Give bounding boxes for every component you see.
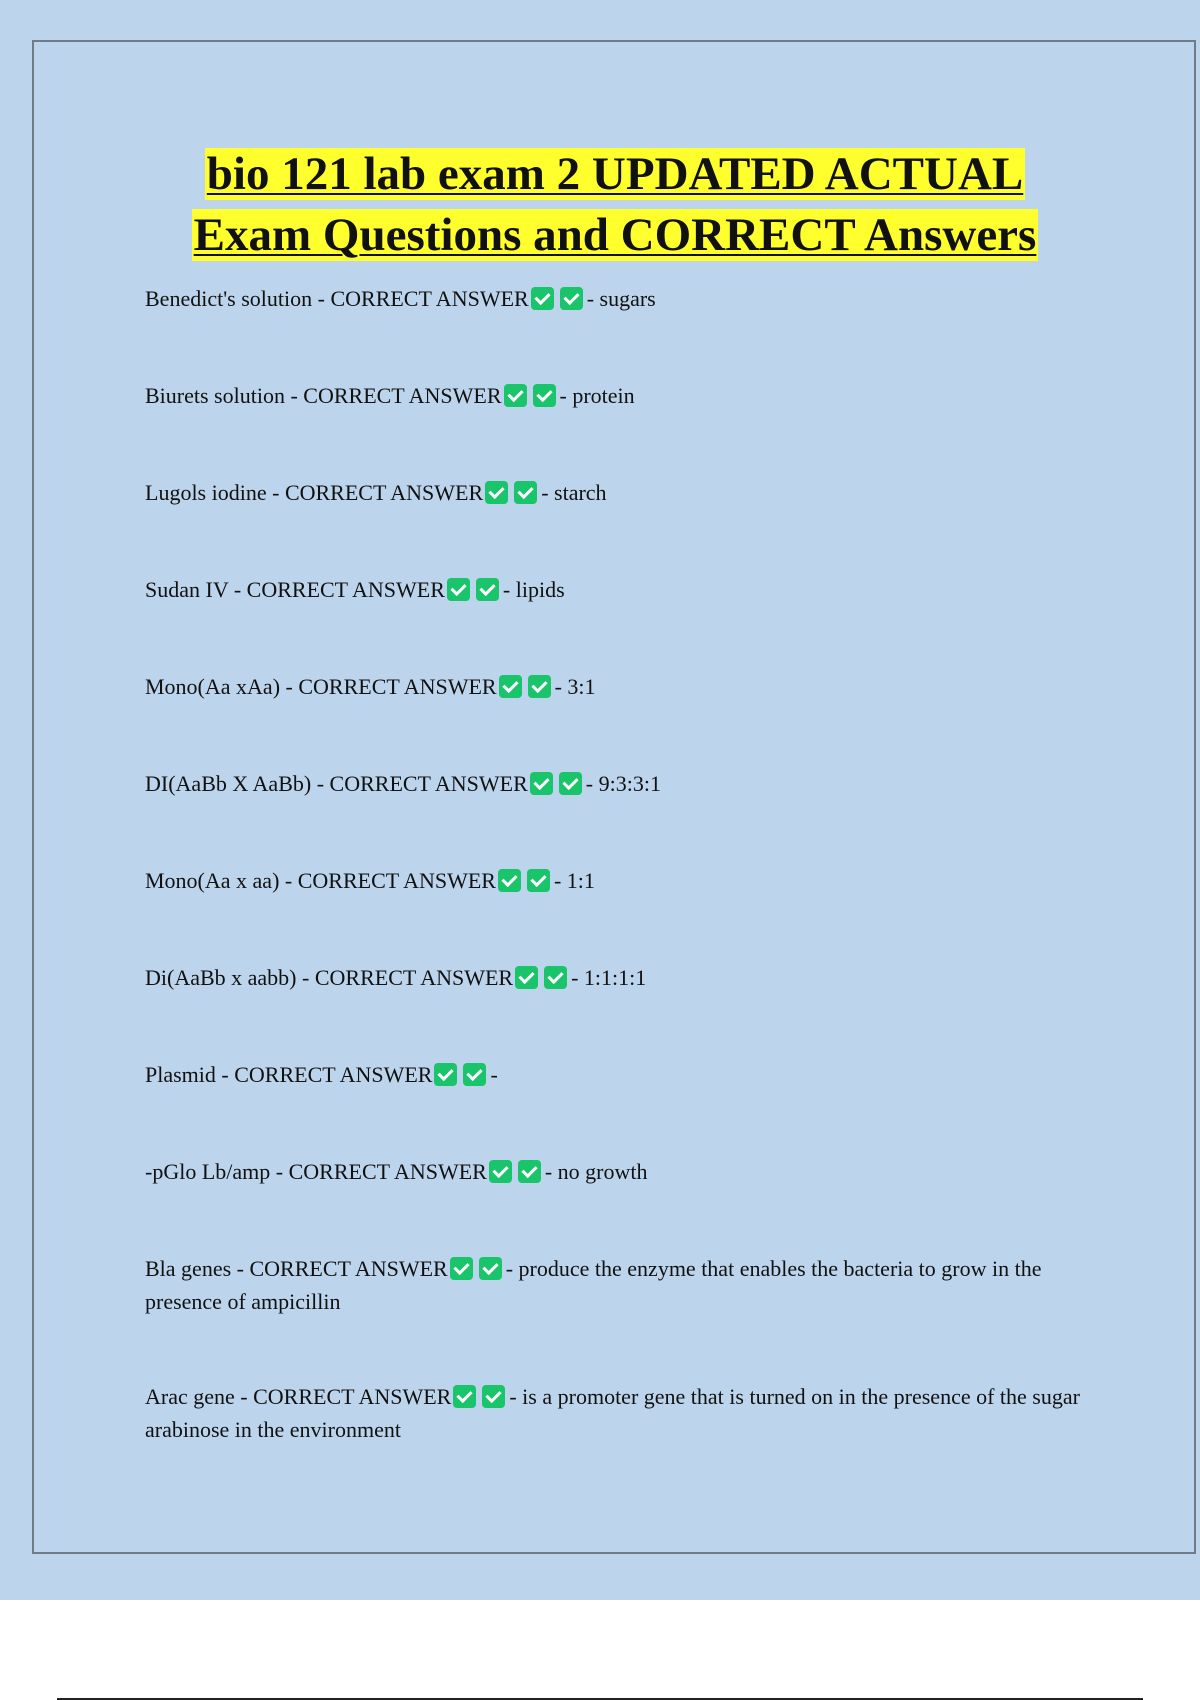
question-term: Mono(Aa xAa) — [145, 674, 281, 699]
correct-answer-label: CORRECT ANSWER — [297, 868, 496, 893]
list-item — [145, 767, 1095, 800]
separator: - — [311, 771, 330, 796]
answer-text: - 3:1 — [554, 674, 596, 699]
correct-answer-label: CORRECT ANSWER — [303, 383, 502, 408]
correct-answer-label: CORRECT ANSWER — [253, 1384, 452, 1409]
separator: - — [312, 286, 331, 311]
question-term: Di(AaBb x aabb) — [145, 965, 297, 990]
green-checkbox-icon — [530, 772, 553, 795]
separator: - — [284, 383, 304, 408]
list-item — [145, 282, 1095, 315]
answer-text: - no growth — [544, 1159, 648, 1184]
green-checkbox-icon — [450, 1257, 473, 1280]
correct-answer-label: CORRECT ANSWER — [284, 480, 484, 505]
green-checkbox-icon — [485, 481, 508, 504]
answer-text: - starch — [541, 480, 607, 505]
correct-answer-label: CORRECT ANSWER — [330, 286, 529, 311]
correct-answer-label: CORRECT ANSWER — [234, 1062, 433, 1087]
list-item — [145, 476, 1095, 509]
green-checkbox-icon — [560, 287, 583, 310]
separator: - — [215, 1062, 235, 1087]
question-term: Benedict's solution — [145, 286, 313, 311]
answer-text: - produce the enzyme that enables the bacteria to grow in the presence of ampicillin — [145, 1256, 1042, 1314]
question-term: -pGlo Lb/amp — [145, 1159, 271, 1184]
green-checkbox-icon — [447, 578, 470, 601]
green-checkbox-icon — [533, 384, 556, 407]
answer-text: - protein — [559, 383, 635, 408]
title-line-2: Exam Questions and CORRECT Answers — [193, 209, 1037, 261]
list-item — [145, 573, 1095, 606]
green-checkbox-icon — [434, 1063, 457, 1086]
green-checkbox-icon — [463, 1063, 486, 1086]
list-item — [145, 1058, 1095, 1091]
separator: - — [279, 868, 298, 893]
green-checkbox-icon — [527, 869, 550, 892]
answer-text: - is a promoter gene that is turned on in the presence of the sugar arabinose in the environment — [145, 1384, 1080, 1442]
correct-answer-label: CORRECT ANSWER — [329, 771, 528, 796]
separator: - — [270, 1159, 289, 1184]
separator: - — [266, 480, 285, 505]
green-checkbox-icon — [499, 675, 522, 698]
list-item — [145, 1155, 1095, 1188]
title-line-1: bio 121 lab exam 2 UPDATED ACTUAL — [206, 148, 1024, 200]
list-item — [145, 379, 1095, 412]
correct-answer-label: CORRECT ANSWER — [246, 577, 445, 602]
green-checkbox-icon — [514, 481, 537, 504]
separator: - — [234, 1384, 254, 1409]
question-term: DI(AaBb X AaBb) — [145, 771, 312, 796]
question-term: Sudan IV — [145, 577, 229, 602]
green-checkbox-icon — [531, 287, 554, 310]
answer-text: - 1:1 — [553, 868, 595, 893]
correct-answer-label: CORRECT ANSWER — [298, 674, 497, 699]
list-item — [145, 961, 1095, 994]
green-checkbox-icon — [518, 1160, 541, 1183]
answer-text: - lipids — [502, 577, 565, 602]
question-term: Plasmid — [145, 1062, 216, 1087]
green-checkbox-icon — [528, 675, 551, 698]
answer-text: - — [490, 1062, 498, 1087]
question-term: Bla genes — [145, 1256, 232, 1281]
question-term: Biurets solution — [145, 383, 285, 408]
green-checkbox-icon — [476, 578, 499, 601]
separator: - — [280, 674, 299, 699]
green-checkbox-icon — [559, 772, 582, 795]
list-item — [145, 670, 1095, 703]
green-checkbox-icon — [489, 1160, 512, 1183]
question-answer-list — [145, 282, 1095, 1508]
green-checkbox-icon — [498, 869, 521, 892]
question-term: Arac gene — [145, 1384, 235, 1409]
answer-text: - 9:3:3:1 — [585, 771, 661, 796]
correct-answer-label: CORRECT ANSWER — [249, 1256, 448, 1281]
answer-text: - sugars — [586, 286, 656, 311]
green-checkbox-icon — [479, 1257, 502, 1280]
green-checkbox-icon — [544, 966, 567, 989]
document-title — [60, 144, 1170, 266]
correct-answer-label: CORRECT ANSWER — [314, 965, 514, 990]
separator: - — [228, 577, 247, 602]
green-checkbox-icon — [515, 966, 538, 989]
list-item — [145, 1380, 1095, 1446]
separator: - — [296, 965, 315, 990]
green-checkbox-icon — [482, 1385, 505, 1408]
answer-text: - 1:1:1:1 — [571, 965, 647, 990]
question-term: Mono(Aa x aa) — [145, 868, 280, 893]
list-item — [145, 1252, 1095, 1318]
green-checkbox-icon — [453, 1385, 476, 1408]
question-term: Lugols iodine — [145, 480, 267, 505]
green-checkbox-icon — [504, 384, 527, 407]
correct-answer-label: CORRECT ANSWER — [288, 1159, 487, 1184]
list-item — [145, 864, 1095, 897]
separator: - — [231, 1256, 250, 1281]
